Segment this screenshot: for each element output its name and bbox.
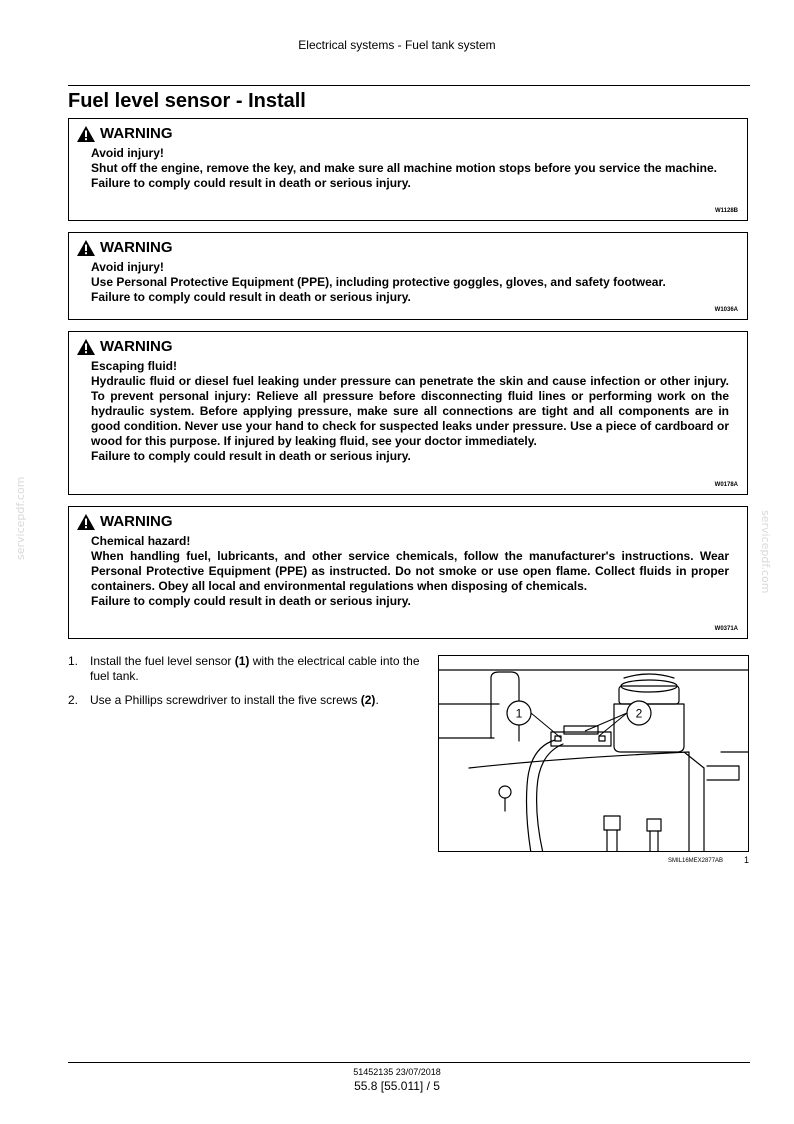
- warning-heading: [77, 513, 173, 530]
- footer-rule: [68, 1062, 750, 1063]
- warning-body: [91, 359, 729, 464]
- title-rule: [68, 85, 750, 86]
- step-text-after: with the electrical cable into the fuel tank.: [90, 654, 420, 683]
- warning-heading: [77, 125, 173, 142]
- step-text-after: .: [375, 693, 379, 707]
- figure-number: 1: [744, 855, 750, 865]
- callout-2: [627, 701, 651, 725]
- warning-body: [91, 146, 729, 191]
- warning-body: [91, 260, 729, 305]
- warning-box-w1128b: [68, 118, 748, 221]
- step-number: 2.: [68, 693, 79, 707]
- procedure-steps: [68, 654, 420, 717]
- warning-line: Shut off the engine, remove the key, and make sure all machine motion stops before you service the machine.: [91, 161, 717, 175]
- warning-heading-text: WARNING: [100, 125, 173, 142]
- warning-code: W0371A: [714, 626, 738, 632]
- warning-code: W1128B: [714, 208, 738, 214]
- warning-heading: [77, 338, 173, 355]
- warning-line: When handling fuel, lubricants, and other service chemicals, follow the manufacturer's instructions. Wear Personal Protective Equipment (PPE) as instructed. Do not smoke or use open flame. Collect fluids in proper containers. Obey all local and environmental regulations when disposing of chemicals.: [91, 549, 729, 593]
- step-text-before: Use a Phillips screwdriver to install the five screws: [90, 693, 361, 707]
- warning-body: [91, 534, 729, 609]
- warning-code: W0178A: [714, 482, 738, 488]
- warning-triangle-icon: [77, 514, 95, 530]
- warning-line: Failure to comply could result in death or serious injury.: [91, 176, 411, 190]
- warning-line: Hydraulic fluid or diesel fuel leaking under pressure can penetrate the skin and cause infection or other injury. To prevent personal injury: Relieve all pressure before disconnecting fluid lines or performing work on the hydraulic system. Before applying pressure, make sure all connections are tight and all components are in good condition. Never use your hand to check for suspected leaks under pressure. Use a piece of cardboard or wood for this purpose. If injured by leaking fluid, see your doctor immediately.: [91, 374, 729, 448]
- step-number: 1.: [68, 654, 79, 668]
- page-title: Fuel level sensor - Install: [68, 90, 306, 112]
- step-item: [68, 693, 420, 708]
- warning-heading-text: WARNING: [100, 239, 173, 256]
- warning-line: Failure to comply could result in death or serious injury.: [91, 290, 411, 304]
- warning-box-w1036a: [68, 232, 748, 320]
- callout-2-label: 2: [635, 706, 643, 721]
- warning-triangle-icon: [77, 126, 95, 142]
- running-header: Electrical systems - Fuel tank system: [298, 38, 496, 52]
- warning-line: Avoid injury!: [91, 146, 164, 160]
- figure-fuel-level-sensor: [438, 655, 749, 852]
- step-text: [90, 693, 379, 708]
- step-item: [68, 654, 420, 684]
- warning-triangle-icon: [77, 240, 95, 256]
- callout-1: [507, 701, 531, 725]
- warning-line: Escaping fluid!: [91, 359, 178, 373]
- warning-triangle-icon: [77, 339, 95, 355]
- callout-1-label: 1: [515, 706, 523, 721]
- watermark-left: servicepdf.com: [14, 476, 27, 560]
- warning-box-w0371a: [68, 506, 748, 639]
- warning-line: Failure to comply could result in death or serious injury.: [91, 594, 411, 608]
- step-text-before: Install the fuel level sensor: [90, 654, 235, 668]
- warning-line: Failure to comply could result in death or serious injury.: [91, 449, 411, 463]
- warning-line: Chemical hazard!: [91, 534, 191, 548]
- warning-box-w0178a: [68, 331, 748, 495]
- sensor-illustration: [439, 656, 749, 852]
- warning-line: Use Personal Protective Equipment (PPE), including protective goggles, gloves, and safety footwear.: [91, 275, 666, 289]
- warning-heading-text: WARNING: [100, 513, 173, 530]
- warning-heading: [77, 239, 173, 256]
- figure-code: SMIL16MEX2877AB: [668, 858, 724, 864]
- document-reference: 51452135 23/07/2018: [353, 1067, 441, 1077]
- warning-heading-text: WARNING: [100, 338, 173, 355]
- warning-line: Avoid injury!: [91, 260, 164, 274]
- warning-code: W1036A: [714, 307, 738, 313]
- watermark-right: servicepdf.com: [759, 510, 772, 594]
- step-callout-ref: (1): [234, 654, 250, 668]
- page-number: 55.8 [55.011] / 5: [354, 1079, 440, 1093]
- step-callout-ref: (2): [360, 693, 376, 707]
- step-text: [90, 654, 420, 684]
